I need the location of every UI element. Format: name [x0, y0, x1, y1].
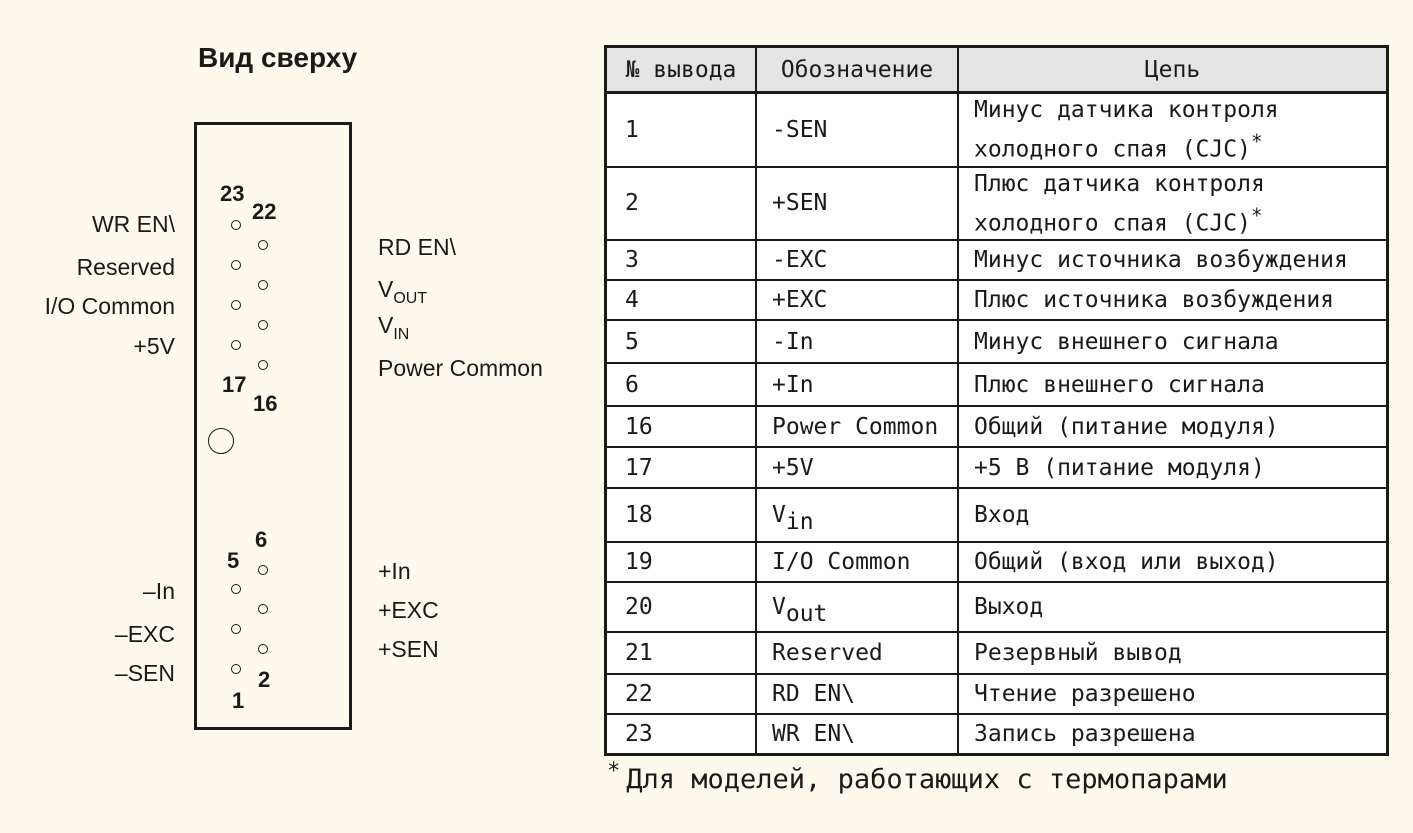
cell-pin: 20	[606, 582, 757, 632]
label-minus-exc: –EXC	[114, 621, 175, 647]
cell-name: +EXC	[756, 280, 958, 320]
cell-name: Vout	[756, 582, 958, 632]
cell-pin: 22	[606, 674, 757, 714]
cell-circuit: Общий (вход или выход)	[958, 542, 1388, 582]
label-power-common: Power Common	[378, 355, 543, 381]
diagram-title: Вид сверху	[198, 42, 358, 73]
cell-pin: 1	[606, 93, 757, 167]
header-pin-number: № вывода	[606, 47, 757, 93]
cell-name: WR EN\	[756, 714, 958, 754]
table-row	[606, 406, 1388, 447]
cell-pin: 5	[606, 320, 757, 363]
pin-number-17: 17	[222, 372, 247, 397]
pin-number-22: 22	[252, 199, 277, 224]
cell-name: -EXC	[756, 240, 958, 280]
cell-pin: 3	[606, 240, 757, 280]
cell-pin: 23	[606, 714, 757, 754]
footnote: * Для моделей, работающих с термопарами	[607, 759, 1228, 795]
pin-4	[258, 604, 268, 614]
cell-circuit: Плюс внешнего сигнала	[958, 363, 1388, 406]
pin-number-2: 2	[258, 667, 271, 692]
pin-number-1: 1	[232, 688, 245, 713]
pin-21	[231, 260, 241, 270]
table-row	[606, 167, 1388, 241]
cell-pin: 6	[606, 363, 757, 406]
label-plus-sen: +SEN	[378, 636, 439, 662]
cell-name: +SEN	[756, 167, 958, 241]
cell-name: +5V	[756, 447, 958, 488]
table-row	[606, 320, 1388, 363]
cell-circuit: Выход	[958, 582, 1388, 632]
cell-circuit: Чтение разрешено	[958, 674, 1388, 714]
pin-17	[231, 340, 241, 350]
pin-number-6: 6	[255, 527, 268, 552]
table-row	[606, 714, 1388, 754]
cell-name: RD EN\	[756, 674, 958, 714]
table-row	[606, 93, 1388, 167]
pin-22	[258, 240, 268, 250]
cell-circuit: Плюс датчика контроля холодного спая (CJC)*	[958, 167, 1388, 241]
label-plus-in: +In	[378, 558, 411, 584]
table-row	[606, 363, 1388, 406]
cell-pin: 18	[606, 488, 757, 542]
label-plus5v: +5V	[133, 333, 175, 359]
table-row	[606, 447, 1388, 488]
table-header-row	[606, 47, 1388, 93]
label-vout: $V_{OUT}$	[378, 276, 428, 307]
label-reserved: Reserved	[76, 254, 175, 280]
cell-pin: 19	[606, 542, 757, 582]
cell-circuit: Общий (питание модуля)	[958, 406, 1388, 447]
cell-name: +In	[756, 363, 958, 406]
pin-20	[258, 280, 268, 290]
cell-circuit: Минус источника возбуждения	[958, 240, 1388, 280]
header-circuit: Цепь	[958, 47, 1388, 93]
pin-number-5: 5	[227, 548, 240, 573]
table-row	[606, 542, 1388, 582]
cell-pin: 4	[606, 280, 757, 320]
label-rd-en: RD EN\	[378, 234, 456, 260]
pin-5	[231, 584, 241, 594]
table-row	[606, 488, 1388, 542]
cell-pin: 21	[606, 632, 757, 674]
label-plus-exc: +EXC	[378, 597, 439, 623]
cell-name: I/O Common	[756, 542, 958, 582]
cell-circuit: Резервный вывод	[958, 632, 1388, 674]
pinout-table	[604, 45, 1389, 756]
table-row	[606, 632, 1388, 674]
label-vin: $V_{IN}$	[378, 312, 410, 343]
pin-number-23: 23	[220, 181, 245, 206]
pin-18	[258, 320, 268, 330]
cell-circuit: Минус датчика контроля холодного спая (CJC)*	[958, 93, 1388, 167]
cell-circuit: Запись разрешена	[958, 714, 1388, 754]
label-wr-en: WR EN\	[91, 211, 175, 237]
table-row	[606, 582, 1388, 632]
table-row	[606, 240, 1388, 280]
pin-23	[231, 220, 241, 230]
label-io-common: I/O Common	[44, 293, 175, 319]
cell-name: Reserved	[756, 632, 958, 674]
pin-2-dot	[258, 644, 268, 654]
cell-circuit: Вход	[958, 488, 1388, 542]
pin-19	[231, 300, 241, 310]
table-row	[606, 674, 1388, 714]
pinout-table-wrap	[604, 45, 1389, 756]
cell-pin: 16	[606, 406, 757, 447]
cell-circuit: Минус внешнего сигнала	[958, 320, 1388, 363]
cell-name: -SEN	[756, 93, 958, 167]
cell-pin: 17	[606, 447, 757, 488]
cell-name: Vin	[756, 488, 958, 542]
cell-name: -In	[756, 320, 958, 363]
pin-16	[258, 360, 268, 370]
pin-number-16: 16	[253, 391, 278, 416]
label-minus-in: –In	[143, 578, 175, 604]
pin-3	[231, 624, 241, 634]
cell-name: Power Common	[756, 406, 958, 447]
header-designation: Обозначение	[756, 47, 958, 93]
pin-6	[258, 565, 268, 575]
table-row	[606, 280, 1388, 320]
cell-circuit: Плюс источника возбуждения	[958, 280, 1388, 320]
cell-circuit: +5 В (питание модуля)	[958, 447, 1388, 488]
label-minus-sen: –SEN	[114, 660, 175, 686]
orientation-mark	[208, 428, 234, 454]
cell-pin: 2	[606, 167, 757, 241]
pin-1	[231, 664, 241, 674]
